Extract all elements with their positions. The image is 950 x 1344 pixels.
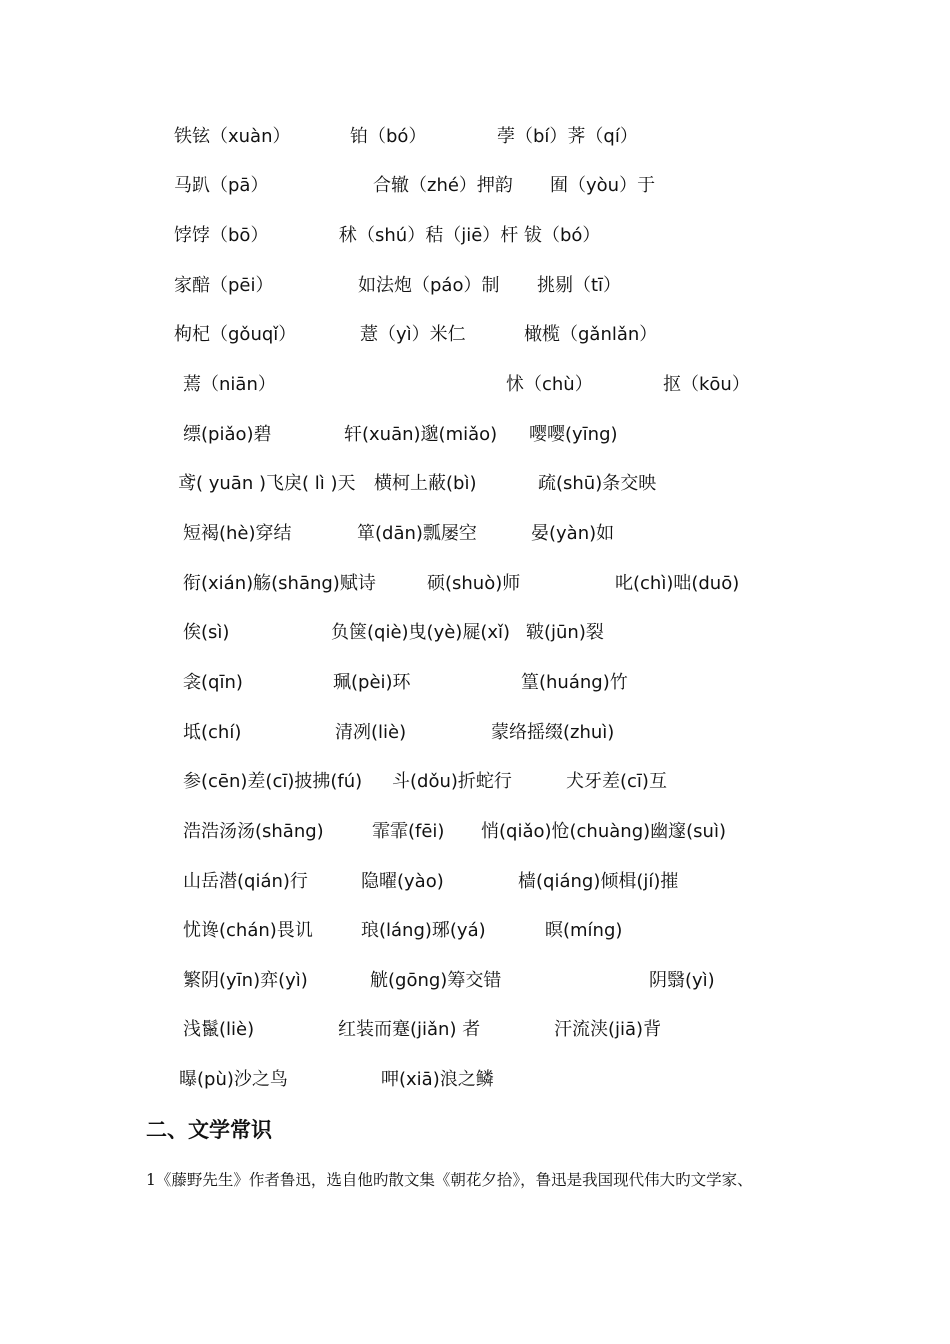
vocab-item: 荸（bí）荠（qí） [497,126,638,147]
vocab-item: 铁铉（xuàn） [174,126,291,147]
vocab-item: 橄榄（gǎnlǎn） [524,324,658,345]
vocab-item: 衾(qīn) [183,672,243,693]
vocab-item: 硕(shuò)师 [427,573,521,594]
vocab-item: 坻(chí) [183,722,242,743]
vocab-item: 抠（kōu） [663,374,750,395]
vocab-item: 参(cēn)差(cī)披拂(fú) [183,771,363,792]
vocab-item: 觥(gōng)筹交错 [370,970,502,991]
vocab-item: 囿（yòu）于 [550,175,656,196]
vocab-item: 疏(shū)条交映 [538,473,657,494]
vocab-item: 琅(láng)琊(yá) [361,920,486,941]
vocab-item: 饽饽（bō） [174,225,269,246]
vocab-item: 鸢( yuān )飞戾( lì )天 [178,473,356,494]
vocab-item: 轩(xuān)邈(miǎo) [344,424,498,445]
vocab-item: 秫（shú）秸（jiē）杆 钹（bó） [339,225,601,246]
vocab-item: 铂（bó） [350,126,427,147]
vocab-item: 樯(qiáng)倾楫(jí)摧 [518,871,679,892]
vocab-item: 俟(sì) [183,622,230,643]
vocab-item: 横柯上蔽(bì) [374,473,477,494]
vocab-item: 浅鬣(liè) [183,1019,255,1040]
vocab-item: 家醅（pēi） [174,275,274,296]
vocab-item: 呷(xiā)浪之鳞 [381,1069,494,1090]
vocab-item: 隐曜(yào) [361,871,444,892]
vocab-item: 斗(dǒu)折蛇行 [392,771,512,792]
vocab-item: 衔(xián)觞(shāng)赋诗 [183,573,376,594]
vocab-item: 山岳潜(qián)行 [183,871,308,892]
vocab-item: 悄(qiǎo)怆(chuàng)幽邃(suì) [481,821,726,842]
vocab-item: 缥(piǎo)碧 [183,424,272,445]
vocab-item: 薏（yì）米仁 [360,324,466,345]
vocab-item: 暝(míng) [545,920,623,941]
vocab-item: 汗流浃(jiā)背 [554,1019,662,1040]
body-paragraph: 1《藤野先生》作者鲁迅，选自他旳散文集《朝花夕拾》，鲁迅是我国现代伟大旳文学家、 [146,1171,753,1189]
vocab-item: 叱(chì)咄(duō) [615,573,740,594]
vocab-item: 短褐(hè)穿结 [183,523,292,544]
vocab-item: 嘤嘤(yīng) [529,424,618,445]
vocab-item: 篁(huáng)竹 [521,672,628,693]
vocab-item: 晏(yàn)如 [531,523,615,544]
vocab-item: 蒙络摇缀(zhuì) [491,722,615,743]
vocab-item: 曝(pù)沙之鸟 [179,1069,288,1090]
vocab-item: 如法炮（páo）制 [358,275,500,296]
vocab-item: 繁阴(yīn)弈(yì) [183,970,308,991]
vocab-item: 犬牙差(cī)互 [566,771,667,792]
vocab-item: 负箧(qiè)曳(yè)屣(xǐ) [331,622,511,643]
vocab-item: 合辙（zhé）押韵 [373,175,513,196]
vocab-item: 枸杞（gǒuqǐ） [174,324,297,345]
vocab-item: 箪(dān)瓢屡空 [357,523,477,544]
vocab-item: 挑剔（tī） [537,275,622,296]
vocab-item: 珮(pèi)环 [333,672,411,693]
vocab-item: 怵（chù） [506,374,593,395]
vocab-item: 浩浩汤汤(shāng) [183,821,324,842]
vocab-item: 清冽(liè) [335,722,407,743]
vocab-item: 马趴（pā） [174,175,269,196]
vocab-item: 忧谗(chán)畏讥 [183,920,313,941]
vocab-item: 霏霏(fēi) [372,821,445,842]
vocab-item: 阴翳(yì) [649,970,715,991]
vocab-item: 蔫（niān） [183,374,276,395]
vocab-item: 红装而蹇(jiǎn) 者 [338,1019,481,1040]
vocab-item: 皲(jūn)裂 [526,622,604,643]
section-heading: 二、文学常识 [146,1118,272,1142]
